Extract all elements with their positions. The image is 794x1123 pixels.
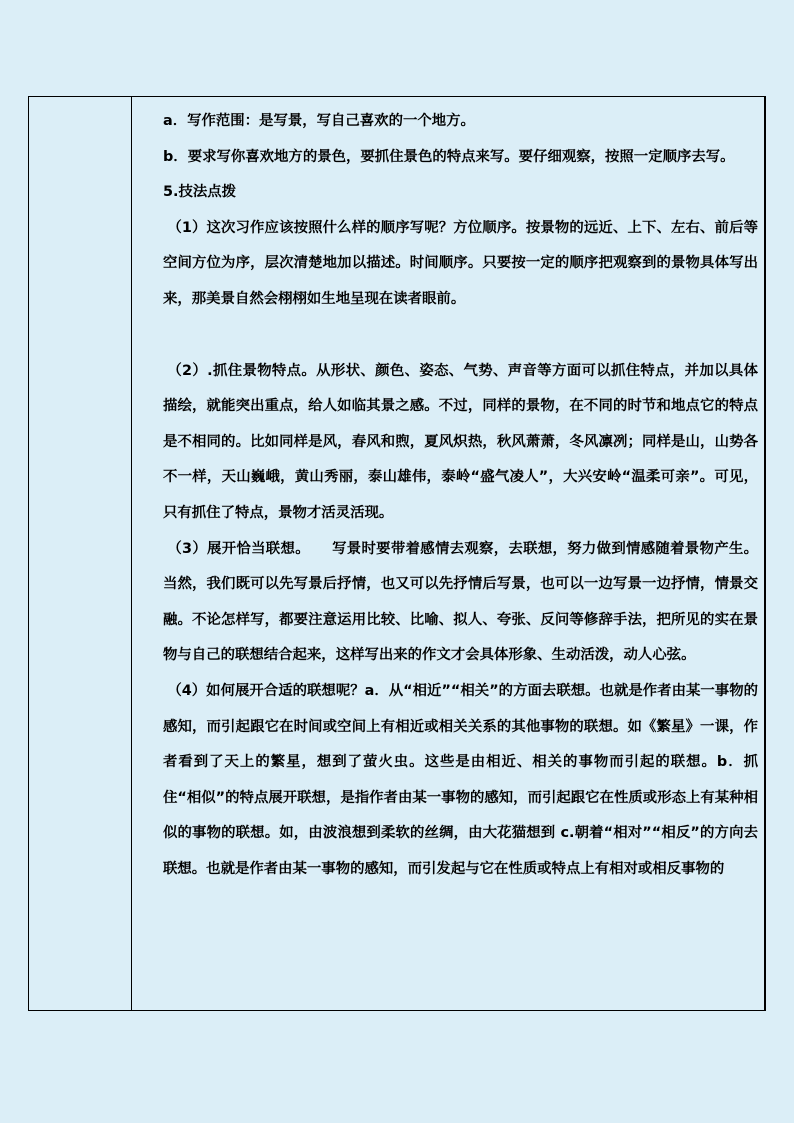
paragraph-features: （2）.抓住景物特点。从形状、颜色、姿态、气势、声音等方面可以抓住特点，并加以具体描绘，就能突出重点，给人如临其景之感。不过，同样的景物，在不同的时节和地点它的特点是不相同的。比如同样是风，春风和煦，夏风炽热，秋风萧萧，冬风凛冽；同样是山，山势各不一样，天山巍峨，黄山秀丽，泰山雄伟，泰岭“盛气凌人”，大兴安岭“温柔可亲”。可见，只有抓住了特点，景物才活灵活现。 xyxy=(163,362,758,521)
paragraph-how-to-associate: （4）如何展开合适的联想呢？a．从“相近”“相关”的方面去联想。也就是作者由某一事物的感知，而引起跟它在时间或空间上有相近或相关关系的其他事物的联想。如《繁星》一课，作者看到了天上的繁星，想到了萤火虫。这些是由相近、相关的事物而引起的联想。b．抓住“相似”的特点展开联想，是指作者由某一事物的感知，而引起跟它在性质或形态上有某种相似的事物的联想。如，由波浪想到柔软的丝绸，由大花猫想到 c.朝着“相对”“相反”的方向去联想。也就是作者由某一事物的感知，而引发起与它在性质或特点上有相对或相反事物的 xyxy=(163,682,758,877)
content-table xyxy=(28,96,766,1011)
writing-scope-line: a．写作范围：是写景，写自己喜欢的一个地方。 xyxy=(163,113,475,129)
paragraph-association: （3）展开恰当联想。 写景时要带着感情去观察，去联想，努力做到情感随着景物产生。当然，我们既可以先写景后抒情，也又可以先抒情后写景，也可以一边写景一边抒情，情景交融。不论怎样写，都要注意运用比较、比喻、拟人、夸张、反问等修辞手法，把所见的实在景物与自己的联想结合起来，这样写出来的作文才会具体形象、生动活泼，动人心弦。 xyxy=(163,540,758,664)
right-column-cell xyxy=(132,97,764,1010)
section-heading: 5.技法点拨 xyxy=(163,184,237,201)
left-column-cell xyxy=(29,97,132,1010)
blank-gap xyxy=(163,318,758,354)
paragraph-order: （1）这次习作应该按照什么样的顺序写呢？方位顺序。按景物的远近、上下、左右、前后等空间方位为序，层次清楚地加以描述。时间顺序。只要按一定的顺序把观察到的景物具体写出来，那美景自然会栩栩如生地呈现在读者眼前。 xyxy=(163,219,758,307)
writing-requirement-line: b．要求写你喜欢地方的景色，要抓住景色的特点来写。要仔细观察，按照一定顺序去写。 xyxy=(163,148,735,165)
